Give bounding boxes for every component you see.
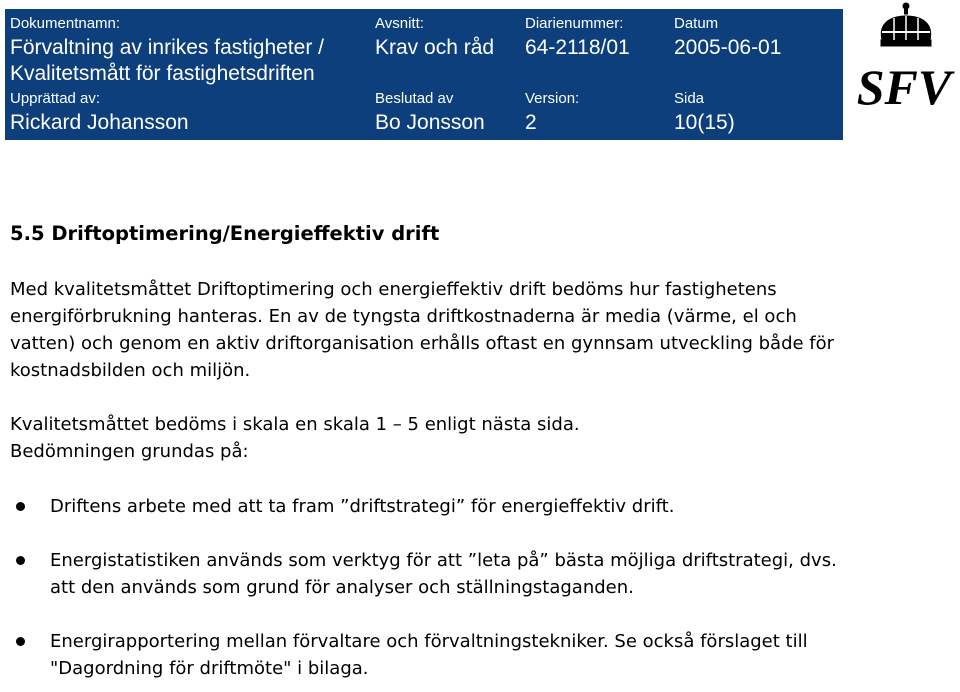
section-heading: 5.5 Driftoptimering/Energieffektiv drift (10, 222, 440, 245)
version-label: Version: (525, 90, 580, 107)
page-value: 10(15) (674, 111, 735, 134)
bullet-line: att den används som grund för analyser och ställningstaganden. (50, 577, 634, 598)
intro-line: Med kvalitetsmåttet Driftoptimering och energieffektiv drift bedöms hur fastighetens (10, 279, 777, 300)
bullet-line: Energistatistiken används som verktyg för att ”leta på” bästa möjliga driftstrategi, dvs. (50, 550, 837, 571)
date-value: 2005-06-01 (674, 36, 782, 59)
document-name-line2: Kvalitetsmått för fastighetsdriften (10, 62, 315, 85)
intro-paragraph (10, 276, 950, 384)
bullet-line: Driftens arbete med att ta fram ”driftstrategi” för energieffektiv drift. (50, 496, 675, 517)
sfv-logo (848, 0, 960, 112)
prepared-value: Rickard Johansson (10, 111, 189, 134)
bullet-item (10, 628, 950, 682)
date-cell (674, 15, 781, 61)
prepared-cell (10, 90, 189, 136)
scale-paragraph (10, 411, 950, 465)
registry-cell (525, 15, 630, 61)
document-name-label: Dokumentnamn: (10, 15, 121, 32)
bullet-line: Energirapportering mellan förvaltare och förvaltningstekniker. Se också förslaget till (50, 631, 808, 652)
registry-value: 64-2118/01 (525, 36, 630, 59)
date-label: Datum (674, 15, 719, 32)
page-cell (674, 90, 735, 136)
document-header (5, 9, 843, 140)
crown-icon (881, 3, 931, 46)
section-value: Krav och råd (375, 36, 495, 59)
intro-line: kostnadsbilden och miljön. (10, 360, 251, 381)
document-name-line1: Förvaltning av inrikes fastigheter / (10, 36, 324, 59)
document-name-cell (10, 15, 324, 87)
section-cell (375, 15, 494, 61)
document-body (10, 220, 950, 682)
scale-line: Kvalitetsmåttet bedöms i skala en skala 1 – 5 enligt nästa sida. (10, 414, 580, 435)
version-cell (525, 90, 579, 136)
bullet-item (10, 547, 950, 601)
decided-label: Beslutad av (375, 90, 454, 107)
section-label: Avsnitt: (375, 15, 424, 32)
version-value: 2 (525, 111, 537, 134)
intro-line: vatten) och genom en aktiv driftorganisation erhålls oftast en gynnsam utveckling både för (10, 333, 835, 354)
registry-label: Diarienummer: (525, 15, 624, 32)
page-label: Sida (674, 90, 705, 107)
bullet-line: "Dagordning för driftmöte" i bilaga. (50, 658, 369, 679)
prepared-label: Upprättad av: (10, 90, 101, 107)
intro-line: energiförbrukning hanteras. En av de tyngsta driftkostnaderna är media (värme, el och (10, 306, 797, 327)
basis-line: Bedömningen grundas på: (10, 441, 249, 462)
bullet-item (10, 493, 950, 520)
sfv-logo-text: SFV (856, 59, 952, 112)
decided-cell (375, 90, 485, 136)
decided-value: Bo Jonsson (375, 111, 485, 134)
